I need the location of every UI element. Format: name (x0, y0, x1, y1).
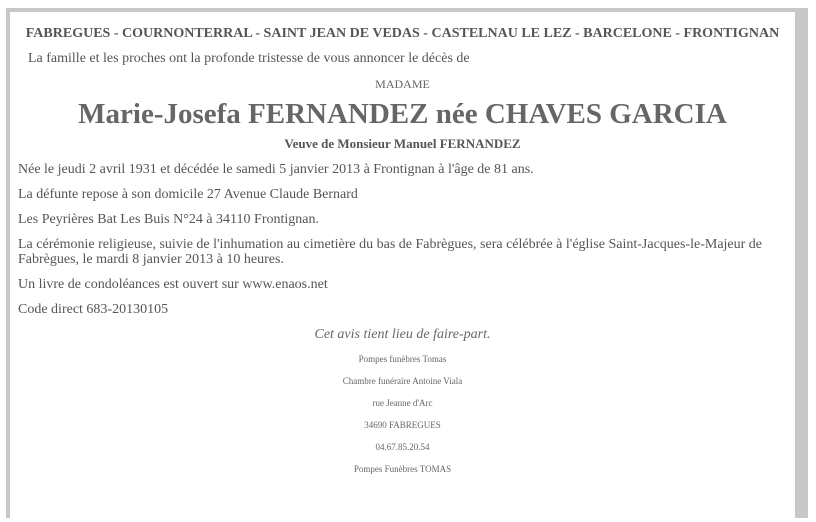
intro-text: La famille et les proches ont la profonde tristesse de vous annoncer le décès de (28, 51, 470, 66)
funeral-home-line: 04.67.85.20.54 (375, 442, 430, 452)
direct-code-paragraph: Code direct 683-20130105 (18, 302, 169, 317)
widow-of: Veuve de Monsieur Manuel FERNANDEZ (284, 136, 521, 151)
birth-death-paragraph: Née le jeudi 2 avril 1931 et décédée le samedi 5 janvier 2013 à Frontignan à l'âge de 81 ans. (18, 162, 534, 177)
obituary-notice (10, 12, 795, 518)
funeral-home-line: 34690 FABREGUES (364, 420, 441, 430)
address-line-paragraph: Les Peyrières Bat Les Buis N°24 à 34110 Frontignan. (18, 212, 319, 227)
condolences-paragraph: Un livre de condoléances est ouvert sur www.enaos.net (18, 277, 328, 292)
salutation: MADAME (375, 77, 430, 91)
funeral-home-line: Pompes funèbres Tomas (358, 354, 447, 364)
funeral-home-line: rue Jeanne d'Arc (372, 398, 433, 408)
rest-address-paragraph: La défunte repose à son domicile 27 Avenue Claude Bernard (18, 187, 358, 202)
towns-header: FABREGUES - COURNONTERRAL - SAINT JEAN DE VEDAS - CASTELNAU LE LEZ - BARCELONE - FRONTIGNAN (25, 26, 780, 41)
ceremony-paragraph: La cérémonie religieuse, suivie de l'inhumation au cimetière du bas de Fabrègues, sera célébrée à l'église Saint-Jacques-le-Majeur de Fabrègues, le mardi 8 janvier 2013 à 10 heures. (18, 237, 763, 267)
funeral-home-block (10, 354, 795, 475)
funeral-home-line: Chambre funéraire Antoine Viala (342, 376, 463, 386)
faire-part-note: Cet avis tient lieu de faire-part. (314, 327, 491, 342)
deceased-name: Marie-Josefa FERNANDEZ née CHAVES GARCIA (78, 98, 727, 130)
funeral-home-line: Pompes Funèbres TOMAS (353, 464, 452, 474)
